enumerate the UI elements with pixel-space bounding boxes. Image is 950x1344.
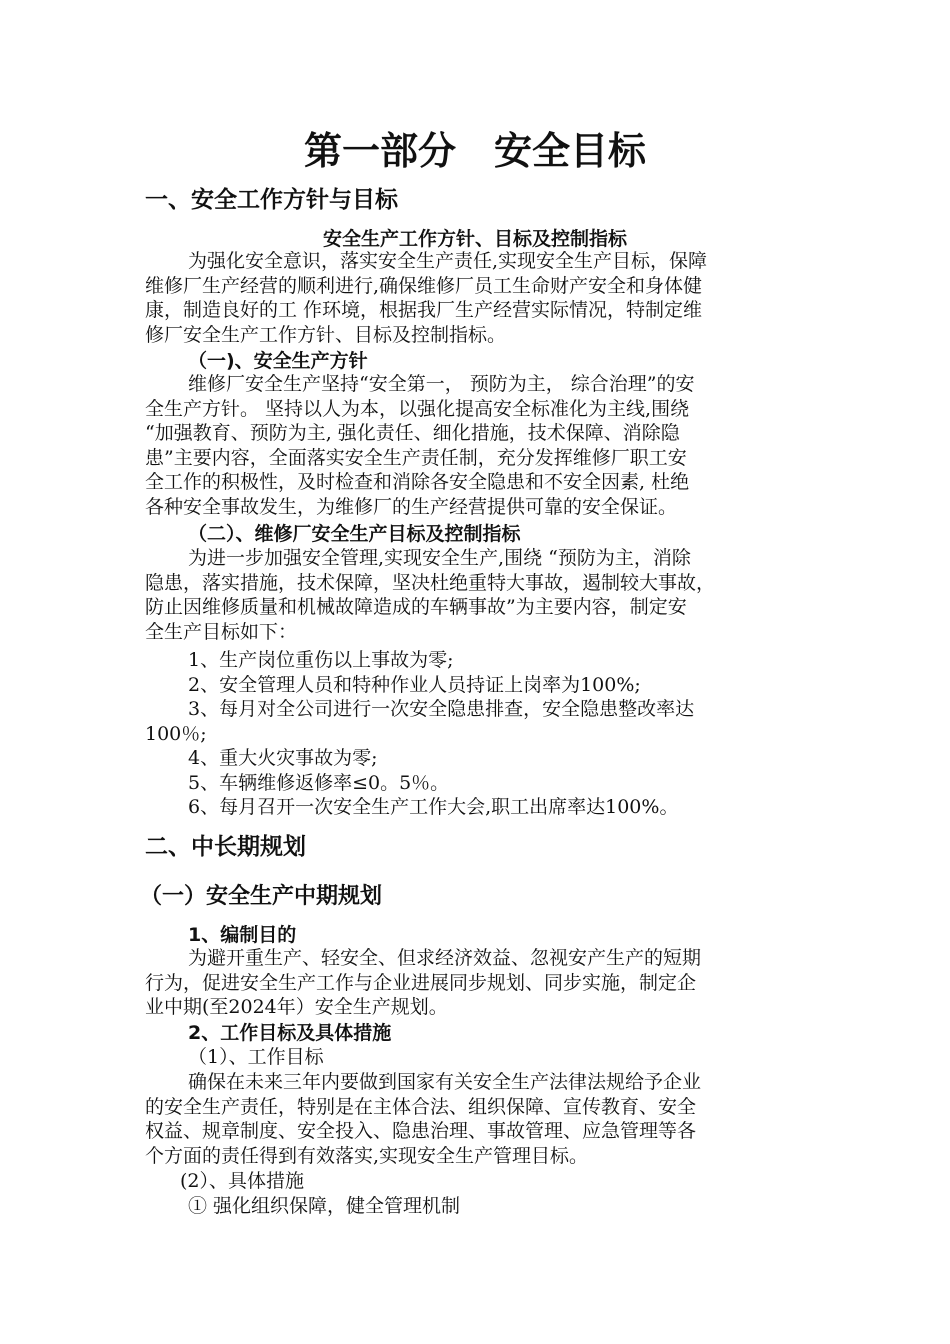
measures-label: (2）、具体措施	[180, 1170, 305, 1192]
part2-line: 隐患，落实措施，技术保障，坚决杜绝重特大事故，遏制较大事故，	[145, 571, 716, 594]
target-item: 3、每月对全公司进行一次安全隐患排查，安全隐患整改率达	[188, 698, 695, 720]
target-item: 4、重大火灾事故为零;	[188, 747, 378, 769]
goal-label: （1）、工作目标	[188, 1046, 324, 1068]
item1-paragraph	[145, 946, 701, 1020]
goal-line: 确保在未来三年内要做到国家有关安全生产法律法规给予企业	[188, 1071, 702, 1093]
intro-line: 康，制造良好的工 作环境，根据我厂生产经营实际情况，特制定维	[145, 299, 703, 321]
target-item: 5、车辆维修返修率≤0。5％。	[188, 771, 450, 794]
goal-paragraph	[145, 1070, 701, 1168]
target-list	[145, 648, 695, 820]
section-heading-1: 一、安全工作方针与目标	[145, 187, 398, 213]
part2-paragraph	[145, 546, 715, 644]
item1-line: 行为，促进安全生产工作与企业进展同步规划、同步实施，制定企	[145, 971, 697, 994]
part2-heading: （二）、维修厂安全生产目标及控制指标	[188, 523, 521, 545]
part1-line: 全生产方针。 坚持以人为本，以强化提高安全标准化为主线,围绕	[145, 397, 690, 420]
target-item: 100％;	[145, 722, 207, 745]
intro-line: 修厂安全生产工作方针、目标及控制指标。	[145, 323, 507, 346]
goal-line: 个方面的责任得到有效落实,实现安全生产管理目标。	[145, 1144, 589, 1167]
part1-line: “加强教育、预防为主, 强化责任、细化措施，技术保障、消除隐	[145, 422, 680, 444]
part1-paragraph	[145, 372, 695, 519]
part2-line: 全生产目标如下：	[145, 620, 298, 643]
item1-heading: 1、编制目的	[188, 924, 297, 946]
target-item: 2、安全管理人员和特种作业人员持证上岗率为100%;	[188, 673, 641, 696]
target-item: 1、生产岗位重伤以上事故为零;	[188, 649, 454, 671]
measure-item: ① 强化组织保障，健全管理机制	[188, 1195, 461, 1217]
intro-line: 维修厂生产经营的顺利进行,确保维修厂员工生命财产安全和身体健	[145, 274, 703, 297]
subsection-heading: （一）安全生产中期规划	[140, 884, 383, 909]
part1-line: 患”主要内容，全面落实安全生产责任制，充分发挥维修厂职工安	[145, 446, 687, 469]
part1-heading: （一)、安全生产方针	[188, 350, 368, 372]
goal-line: 权益、规章制度、安全投入、隐患治理、事故管理、应急管理等各	[145, 1120, 697, 1142]
section-heading-2: 二、中长期规划	[145, 834, 306, 860]
page-title: 第一部分 安全目标	[303, 129, 646, 173]
part1-line: 全工作的积极性，及时检查和消除各安全隐患和不安全因素, 杜绝	[145, 471, 690, 493]
target-item: 6、每月召开一次安全生产工作大会,职工出席率达100%。	[188, 796, 679, 818]
item1-line: 业中期(至2024年）安全生产规划。	[145, 996, 448, 1018]
part1-line: 各种安全事故发生，为维修厂的生产经营提供可靠的安全保证。	[145, 495, 678, 518]
section-subtitle: 安全生产工作方针、目标及控制指标	[322, 228, 627, 250]
part1-line: 维修厂安全生产坚持“安全第一， 预防为主， 综合治理”的安	[188, 373, 695, 395]
intro-line: 为强化安全意识，落实安全生产责任,实现安全生产目标，保障	[188, 250, 708, 272]
item2-heading: 2、工作目标及具体措施	[188, 1022, 392, 1044]
part2-line: 为进一步加强安全管理,实现安全生产,围绕 “预防为主，消除	[188, 547, 691, 569]
part2-line: 防止因维修质量和机械故障造成的车辆事故”为主要内容，制定安	[145, 596, 687, 618]
goal-line: 的安全生产责任，特别是在主体合法、组织保障、宣传教育、安全	[145, 1095, 697, 1118]
item1-line: 为避开重生产、轻安全、但求经济效益、忽视安产生产的短期	[188, 947, 702, 969]
intro-paragraph	[145, 249, 707, 347]
